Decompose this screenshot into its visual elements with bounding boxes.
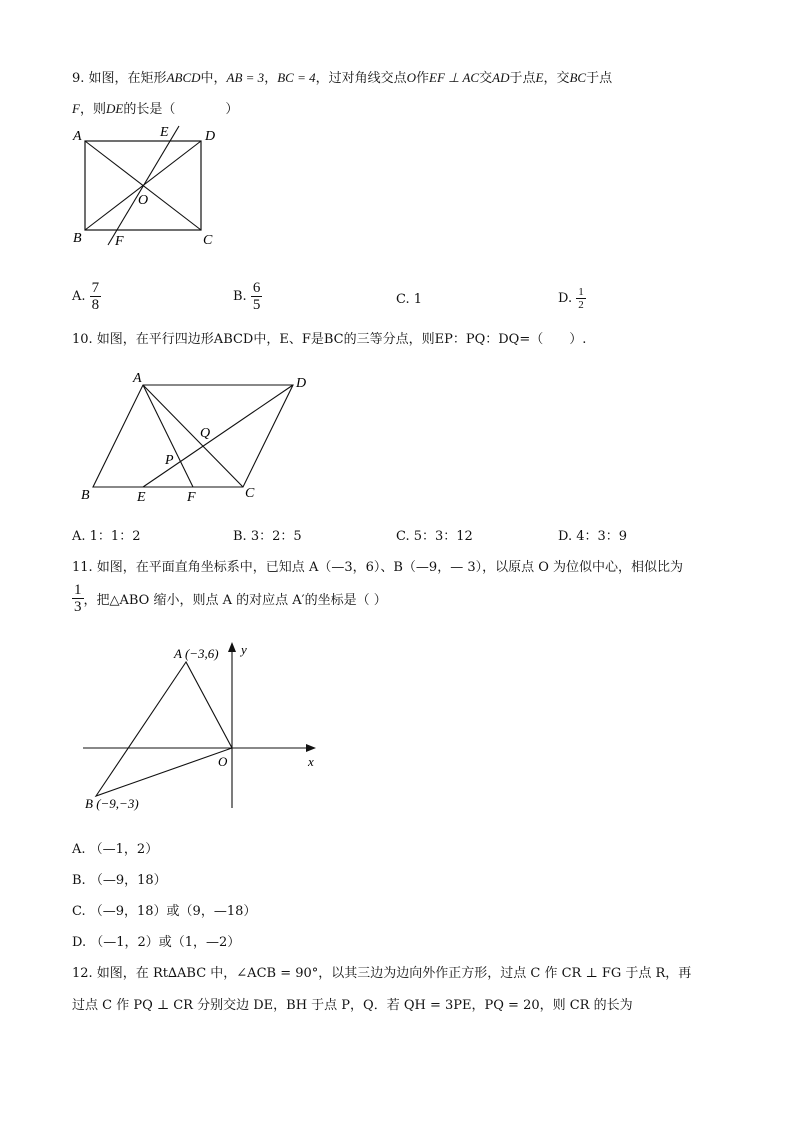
label-f: F [187,490,196,505]
q11-line1: 11. 如图，在平面直角坐标系中，已知点 A（—3，6）、B（—9，— 3），以原点 O 为位似中心，相似比为 [72,560,684,575]
fraction: $\frac{1}{2}$ [578,286,584,311]
q9-option-d[interactable]: D. $\frac{1}{2}$ [558,286,584,311]
q10-option-b[interactable]: B. 3：2：5 [233,529,302,544]
label-p: P [165,453,174,468]
label-a: A [133,371,142,386]
label-b: B [81,488,90,503]
ratio-fraction: $\frac{1}{3}$ [74,582,82,615]
q10-option-c[interactable]: C. 5：3：12 [396,529,473,544]
q9-figure [70,118,230,253]
q11-option-b[interactable]: B. （—9，18） [72,873,167,888]
segment-ed [143,385,293,487]
q11-line2: $\frac{1}{3}$ ，把△ABO 缩小，则点 A 的对应点 A′的坐标是（ ） [74,582,387,615]
q10-stem: 10. 如图，在平行四边形ABCD中，E、F是BC的三等分点，则EP：PQ：DQ=（ ）. [72,332,587,347]
q11-option-c[interactable]: C. （—9，18）或（9，—18） [72,904,257,919]
segment-ae [143,385,193,487]
q11-option-d[interactable]: D. （—1，2）或（1，—2） [72,935,241,950]
label-d: D [205,129,216,144]
label-o: O [218,754,228,769]
label-a: A (−3,6) [174,646,219,661]
label-b: B [73,231,82,246]
q11-figure [78,636,338,816]
q11-option-a[interactable]: A. （—1，2） [72,842,159,857]
q10-option-d[interactable]: D. 4：3：9 [558,529,628,544]
q9-line1: 9. 如图，在矩形ABCD中，AB = 3，BC = 4，过对角线交点O作EF ⊥ AC交AD于点E，交BC于点 [72,70,613,86]
fraction: $\frac{7}{8}$ [91,280,100,313]
label-c: C [245,486,255,501]
label-a: A [73,129,82,144]
y-axis-arrow [228,642,236,652]
q9-option-c[interactable]: C. 1 [396,292,423,307]
label-y: y [241,642,247,657]
label-f: F [115,234,124,249]
fraction: $\frac{6}{5}$ [252,280,261,313]
label-o: O [138,193,149,208]
q12-line2: 过点 C 作 PQ ⊥ CR 分别交边 DE，BH 于点 P，Q．若 QH = 3PE，PQ = 20，则 CR 的长为 [72,998,633,1013]
label-q: Q [200,426,211,441]
x-axis-arrow [306,744,316,752]
segment-ac [143,385,243,487]
label-e: E [137,490,146,505]
q10-option-a[interactable]: A. 1：1：2 [72,529,141,544]
triangle-abo [96,662,232,796]
q9-option-a[interactable]: A. $\frac{7}{8}$ [72,280,100,313]
label-d: D [296,376,307,391]
label-c: C [203,233,213,248]
q9-option-b[interactable]: B. $\frac{6}{5}$ [233,280,261,313]
label-e: E [160,125,169,140]
label-b: B (−9,−3) [85,796,139,811]
q9-line2: F，则DE的长是（ ） [72,101,239,117]
label-x: x [308,754,314,769]
q10-figure [75,365,315,505]
q12-line1: 12. 如图，在 Rt∆ABC 中，∠ACB = 90°，以其三边为边向外作正方形，过点 C 作 CR ⊥ FG 于点 R，再 [72,966,692,981]
line-ef [108,126,179,245]
